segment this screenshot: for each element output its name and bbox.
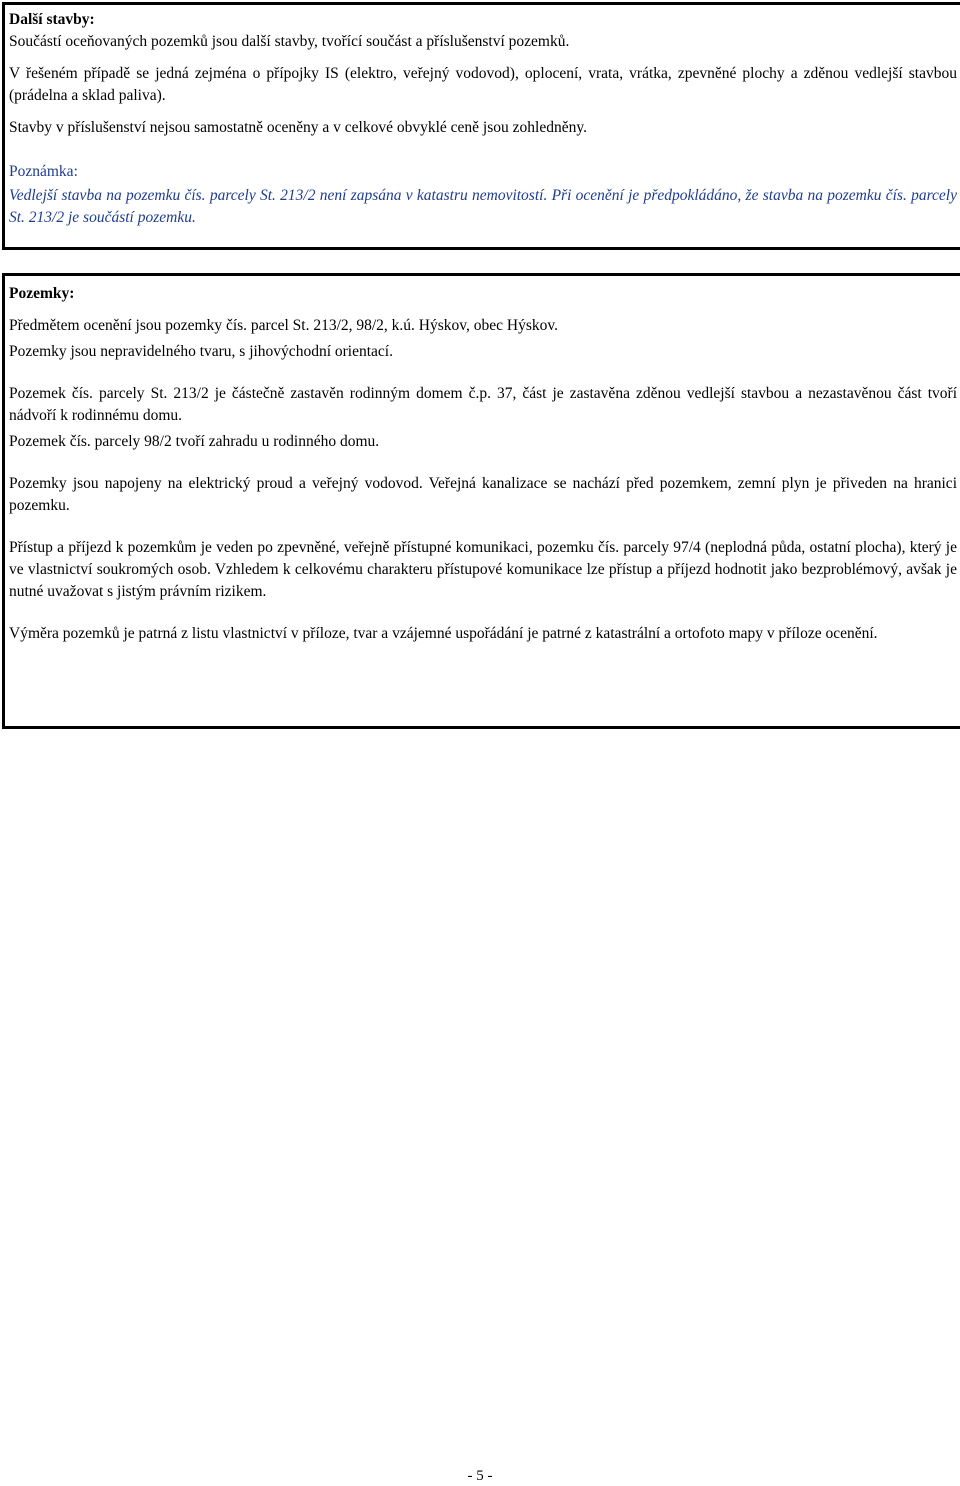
paragraph-plot-shape: Pozemky jsou nepravidelného tvaru, s jihovýchodní orientací. — [9, 343, 393, 360]
paragraph-subject-plots: Předmětem ocenění jsou pozemky čís. parcel St. 213/2, 98/2, k.ú. Hýskov, obec Hýskov. — [9, 317, 559, 334]
paragraph-access: Přístup a příjezd k pozemkům je veden po zpevněné, veřejně přístupné komunikaci, pozemku čís. parcely 97/4 (neplodná půda, ostatní plocha), který je ve vlastnictví soukromých osob. Vzhledem k celkovému charakteru přístupové komunikace lze přístup a příjezd hodnotit jako bezproblémový, avšak je nutné uvažovat s jistým právním rizikem. — [9, 539, 957, 600]
paragraph-accessories-valuation: Stavby v příslušenství nejsou samostatně oceněny a v celkové obvyklé ceně jsou zohledněny. — [9, 119, 587, 136]
section-land-plots — [2, 273, 960, 729]
paragraph-area: Výměra pozemků je patrná z listu vlastnictví v příloze, tvar a vzájemné uspořádání je patrné z katastrální a ortofoto mapy v příloze ocenění. — [9, 625, 878, 642]
paragraph-utilities: V řešeném případě se jedná zejména o přípojky IS (elektro, veřejný vodovod), oplocení, vrata, vrátka, zpevněné plochy a zděnou vedlejší stavbou (prádelna a sklad paliva). — [9, 65, 957, 104]
paragraph-plot-213-2: Pozemek čís. parcely St. 213/2 je částečně zastavěn rodinným domem č.p. 37, část je zastavěna zděnou vedlejší stavbou a nezastavěnou část tvoří nádvoří k rodinnému domu. — [9, 385, 957, 424]
section-other-buildings — [2, 2, 960, 250]
paragraph-plot-98-2: Pozemek čís. parcely 98/2 tvoří zahradu u rodinného domu. — [9, 433, 380, 450]
section-title-other-buildings: Další stavby: — [9, 11, 95, 28]
section-title-land-plots: Pozemky: — [9, 285, 75, 302]
note-text: Vedlejší stavba na pozemku čís. parcely St. 213/2 není zapsána v katastru nemovitostí. Při ocenění je předpokládáno, že stavba na pozemku čís. parcely St. 213/2 je součástí pozemku. — [9, 187, 957, 226]
note-label: Poznámka: — [9, 163, 78, 180]
page-number: - 5 - — [467, 1468, 493, 1484]
paragraph-components: Součástí oceňovaných pozemků jsou další stavby, tvořící součást a příslušenství pozemků. — [9, 33, 570, 50]
paragraph-connections: Pozemky jsou napojeny na elektrický proud a veřejný vodovod. Veřejná kanalizace se nachází před pozemkem, zemní plyn je přiveden na hranici pozemku. — [9, 475, 957, 514]
